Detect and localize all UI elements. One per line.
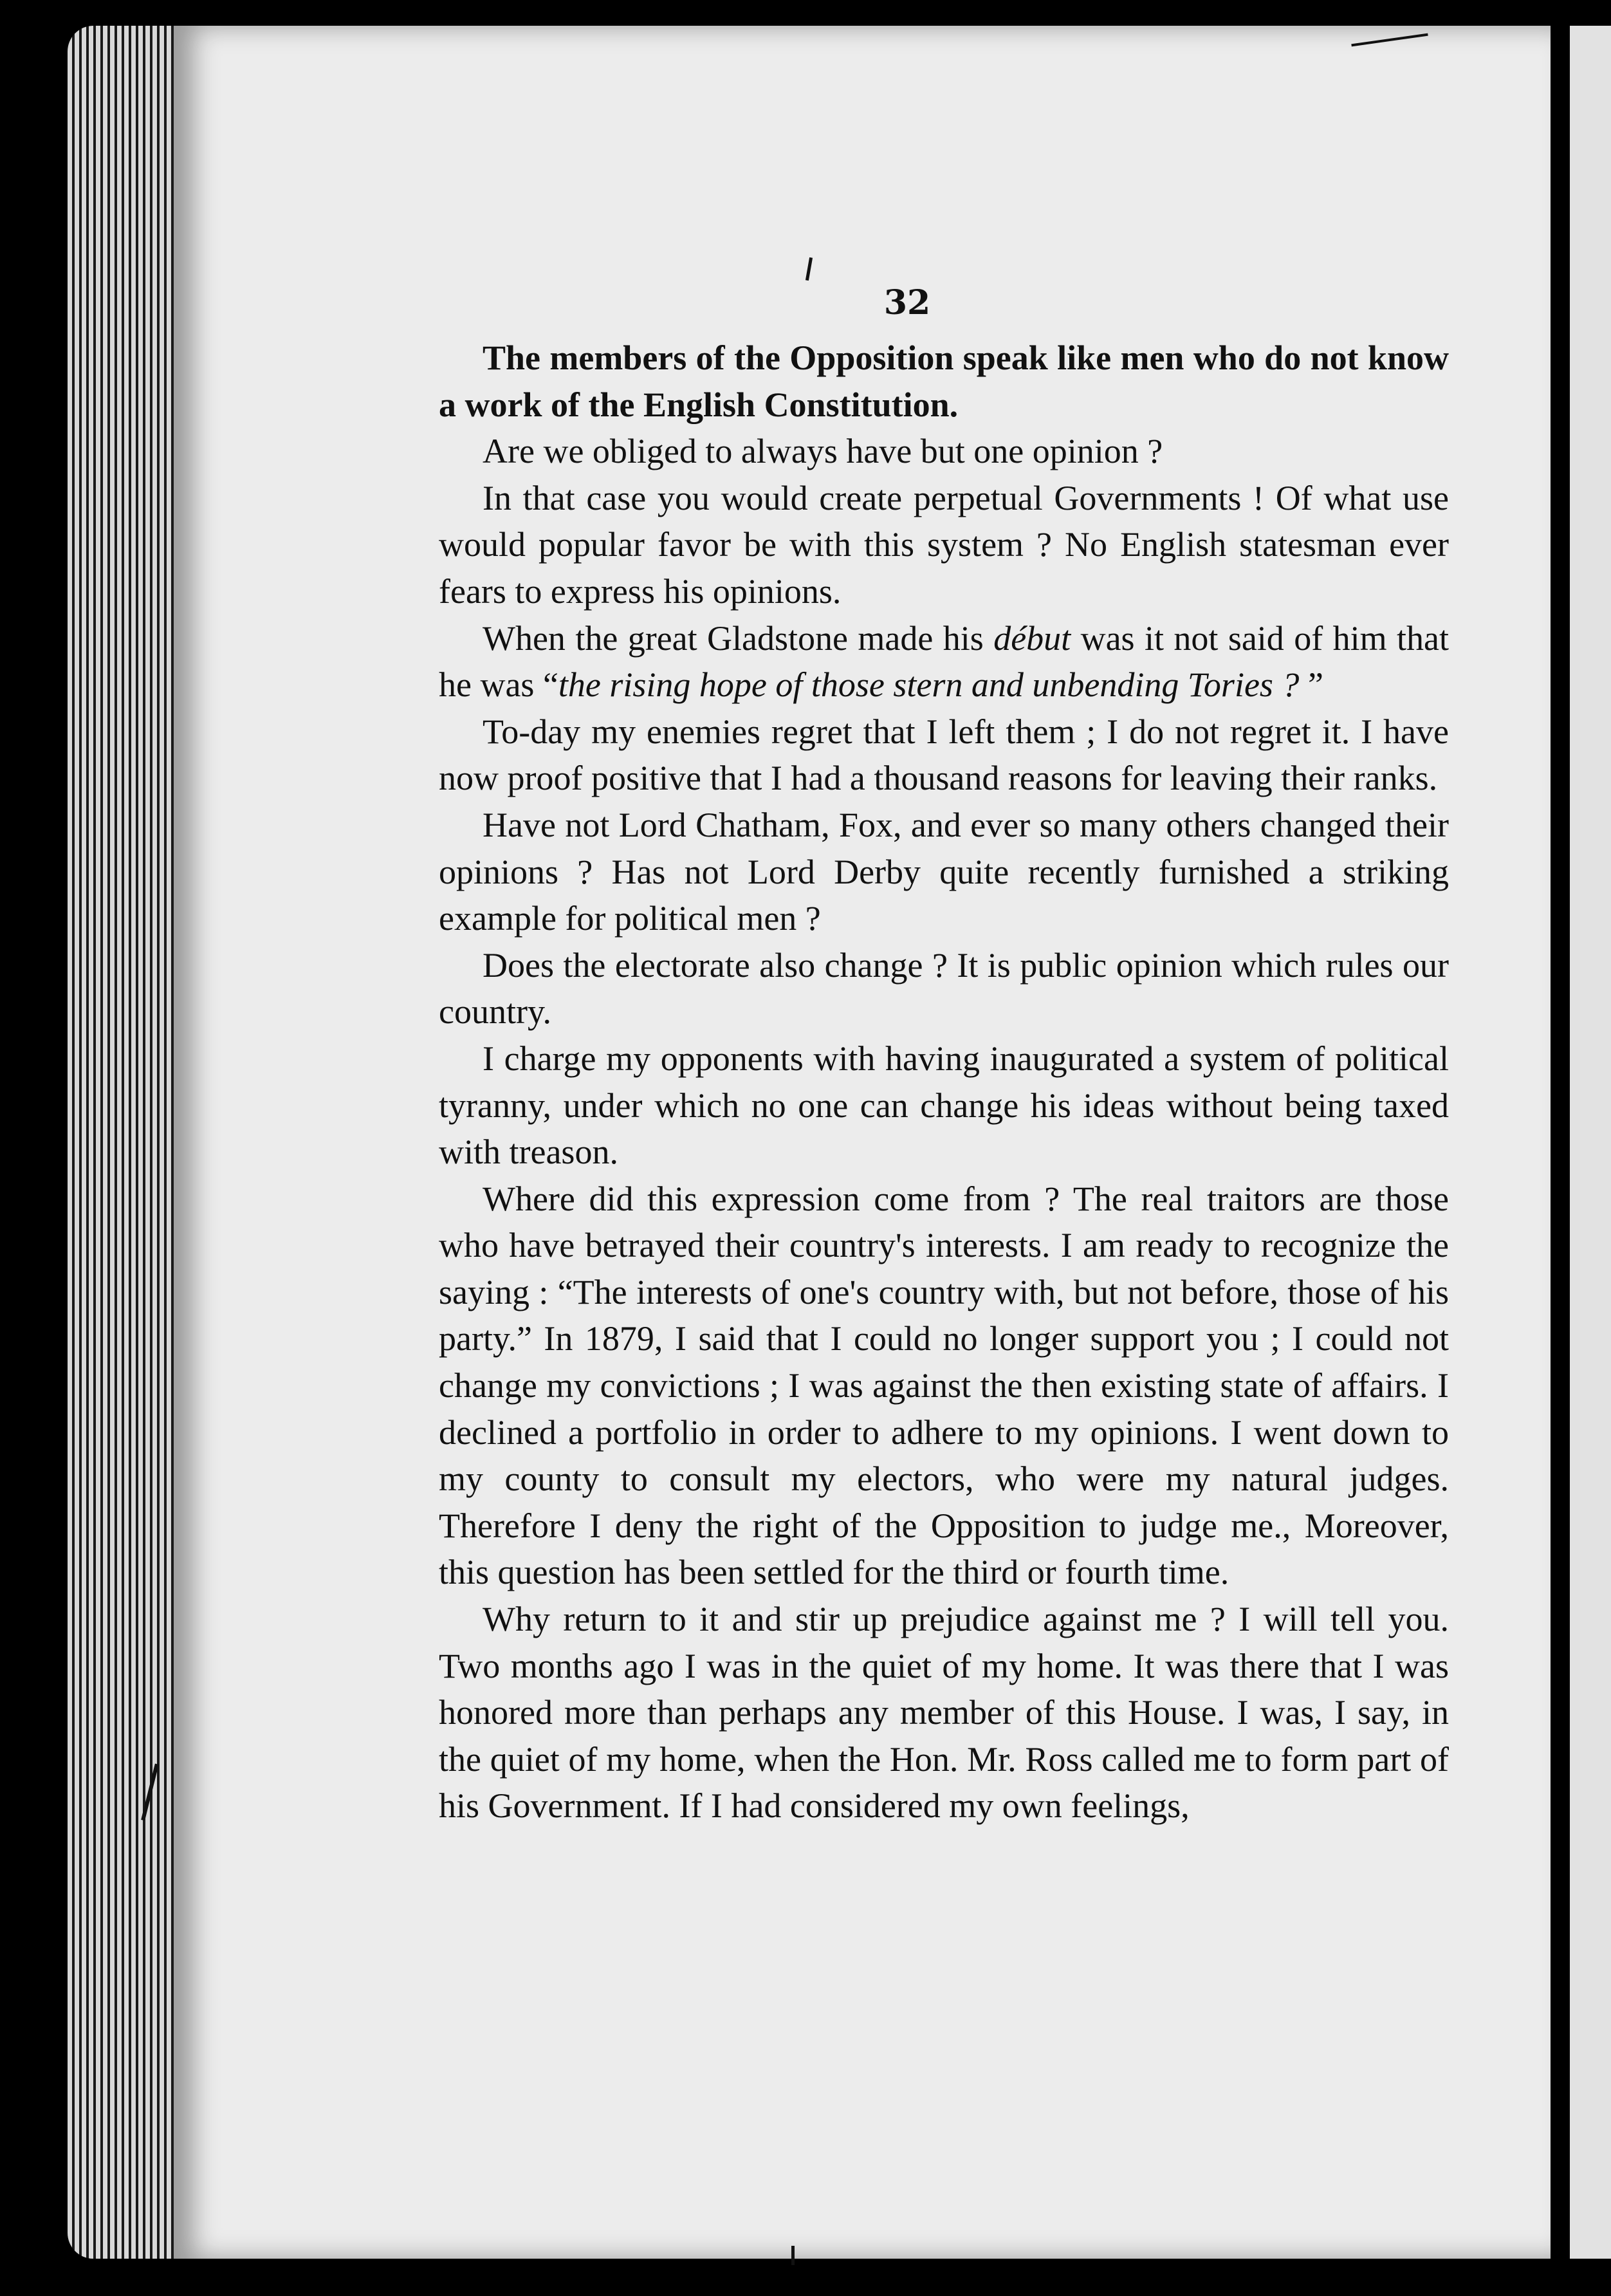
paragraph-8: I charge my opponents with having inaugurated a system of political tyranny, under which no one can change his ideas without being taxed with treason.	[439, 1039, 1449, 1172]
paragraph-1: The members of the Opposition speak like men who do not know a work of the English Constitution.	[439, 338, 1449, 424]
paragraph-4-part-1: When the great Gladstone made his	[483, 618, 994, 658]
adjacent-page-edge	[1570, 26, 1611, 2259]
paragraph-4-part-5: ”	[1299, 665, 1323, 705]
paragraph-5: To-day my enemies regret that I left them ; I do not regret it. I have now proof positive that I had a thousand reasons for leaving their ranks.	[439, 712, 1449, 798]
paragraph-4	[439, 615, 1449, 708]
body-text	[439, 335, 1449, 1829]
paragraph-9: Where did this expression come from ? The real traitors are those who have betrayed their country's interests. I am ready to recognize the saying : “The interests of one's country with, but not before, those of his party.” In 1879, I said that I could no longer support you ; I could not change my convictions ; I was against the then existing state of affairs. I declined a portfolio in order to adhere to my opinions. I went down to my county to consult my electors, who were my natural judges. Therefore I deny the right of the Opposition to judge me., Moreover, this question has been settled for the third or fourth time.	[439, 1179, 1449, 1592]
paragraph-10: Why return to it and stir up prejudice against me ? I will tell you. Two months ago I was in the quiet of my home. It was there that I was honored more than perhaps any member of this House. I was, I say, in the quiet of my home, when the Hon. Mr. Ross called me to form part of his Government. If I had considered my own feelings,	[439, 1600, 1449, 1826]
paragraph-4-part-3: was it not said of him that he was “	[439, 618, 1449, 705]
scan-speck	[791, 2246, 795, 2265]
debut-italic: début	[993, 618, 1071, 658]
paragraph-7: Does the electorate also change ? It is public opinion which rules our country.	[439, 945, 1449, 1032]
paragraph-2: Are we obliged to always have but one opinion ?	[483, 432, 1163, 471]
paragraph-3: In that case you would create perpetual Governments ! Of what use would popular favor be with this system ? No English statesman ever fears to express his opinions.	[439, 478, 1449, 611]
page-number: 32	[883, 283, 931, 322]
quote-italic: the rising hope of those stern and unbending Tories ?	[558, 665, 1300, 705]
paragraph-6: Have not Lord Chatham, Fox, and ever so many others changed their opinions ? Has not Lord Derby quite recently furnished a striking example for political men ?	[439, 805, 1449, 938]
